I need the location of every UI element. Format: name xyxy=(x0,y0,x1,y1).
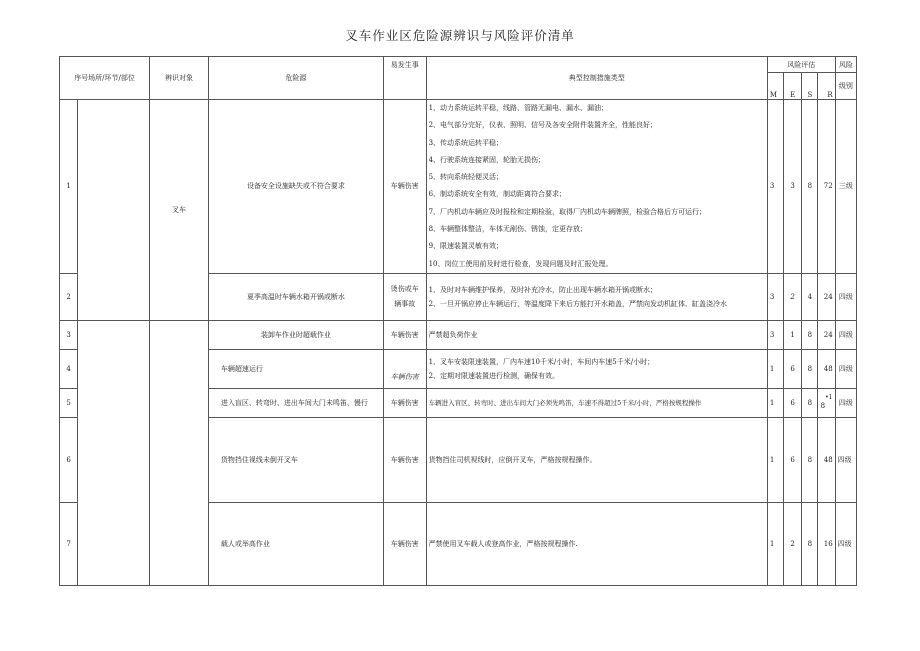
accident-line: 辆事故 xyxy=(394,299,416,308)
r-value: 16 xyxy=(818,502,835,585)
m-value: 3 xyxy=(767,100,783,274)
measure-line: 10、岗位工使用前及时进行检查，发现问题及时汇报处理。 xyxy=(428,259,613,268)
hazard-cell: 装卸车作业时超载作业 xyxy=(208,320,383,349)
accident-cell: 车辆伤害 xyxy=(384,417,427,502)
measures-cell xyxy=(426,349,767,388)
target-cell: 叉车 xyxy=(150,100,209,321)
hazard-cell: 车辆超速运行 xyxy=(208,349,383,388)
hazard-cell: 货物挡住视线未倒开叉车 xyxy=(208,417,383,502)
m-value: 1 xyxy=(767,349,783,388)
header-r: R xyxy=(818,73,835,100)
s-value: 4 xyxy=(802,273,818,320)
measures-cell xyxy=(426,273,767,320)
s-value: 8 xyxy=(802,100,818,274)
r-main: 8 xyxy=(820,401,826,410)
measure-line: 1、动力系统运转平稳，线路、管路无漏电、漏水、漏油； xyxy=(428,104,609,112)
s-value: 8 xyxy=(802,388,818,417)
page-title: 叉车作业区危险源辨识与风险评价清单 xyxy=(345,28,575,43)
e-value: 3 xyxy=(784,100,802,274)
accident-cell: 车辆伤害 xyxy=(384,100,427,274)
row-no: 2 xyxy=(60,273,78,320)
measure-line: 2、定期对限速装置进行检测，确保有效。 xyxy=(428,371,560,380)
header-target: 辨识对象 xyxy=(150,57,209,100)
accident-cell: 车辆伤害 xyxy=(384,349,427,388)
accident-line: 烫伤或车 xyxy=(390,284,419,293)
m-value: 3 xyxy=(767,273,783,320)
level-value: 四级 xyxy=(835,349,856,388)
header-risk-eval: 风险评估 xyxy=(767,57,835,73)
level-value: 四级 xyxy=(835,417,856,502)
header-s: S xyxy=(802,73,818,100)
level-value: 四级 xyxy=(835,388,856,417)
accident-cell: 车辆伤害 xyxy=(384,388,427,417)
r-value xyxy=(818,388,835,417)
r-value: 72 xyxy=(818,100,835,274)
e-value: 2 xyxy=(784,502,802,585)
hazard-cell: 载人或举高作业 xyxy=(208,502,383,585)
row-no: 7 xyxy=(60,502,78,585)
header-no-place: 序号场所/环节/部位 xyxy=(60,57,150,100)
m-value: 1 xyxy=(767,388,783,417)
header-level: 级别 xyxy=(835,73,856,100)
measures-cell: 严禁使用叉车载人或登高作业，严格按规程操作. xyxy=(426,502,767,585)
header-measures: 典型控制措施类型 xyxy=(426,57,767,100)
measures-cell: 严禁超负荷作业 xyxy=(426,320,767,349)
accident-cell: 车辆伤害 xyxy=(384,320,427,349)
accident-cell: 车辆伤害 xyxy=(384,502,427,585)
e-value: 6 xyxy=(784,349,802,388)
measures-cell xyxy=(426,100,767,274)
measure-line: 9、限速装置灵敏有效； xyxy=(428,242,504,251)
s-value: 8 xyxy=(802,320,818,349)
m-value: 3 xyxy=(767,320,783,349)
header-accident: 易发生事 xyxy=(384,57,427,100)
r-value: 24 xyxy=(818,273,835,320)
measure-line: 2、电气部分完好，仪表、照明、信号及各安全附件装置齐全，性能良好； xyxy=(428,121,658,130)
risk-table xyxy=(59,56,857,586)
level-value: 三级 xyxy=(835,100,856,274)
measure-line: 3、传动系统运转平稳； xyxy=(428,138,504,147)
place-cell xyxy=(78,100,150,321)
e-value: 6 xyxy=(784,388,802,417)
measure-line: 1、叉车安装限速装置，厂内车速10千米/小时，车间内车速5千米/小时； xyxy=(428,357,655,366)
measure-line: 1、及时对车辆维护保养，及时补充冷水，防止出现车辆水箱开锅或断水； xyxy=(428,285,658,294)
place-cell xyxy=(78,320,150,585)
row-no: 1 xyxy=(60,100,78,274)
measure-line: 8、车辆整体整洁，车体无剐伤、锈蚀，定更存放； xyxy=(428,225,588,234)
header-row-top xyxy=(60,57,857,73)
hazard-cell: 设备安全设施缺失或不符合要求 xyxy=(208,100,383,274)
hazard-cell: 夏季高温时车辆水箱开锅或断水 xyxy=(208,273,383,320)
measure-line: 5、转向系统轻便灵活； xyxy=(428,173,504,182)
r-value: 48 xyxy=(818,417,835,502)
header-e: E xyxy=(784,73,802,100)
row-no: 3 xyxy=(60,320,78,349)
level-value: 四级 xyxy=(835,320,856,349)
table-row xyxy=(60,100,857,274)
measures-cell: 货物挡住司机视线时，应倒开叉车，严格按规程操作。 xyxy=(426,417,767,502)
header-risk: 风险 xyxy=(835,57,856,73)
measure-line: 2、一旦开锅应停止车辆运行，等温度降下来后方能打开水箱盖，严禁向发动机缸体、缸盖浇冷水 xyxy=(428,299,728,308)
s-value: 8 xyxy=(802,417,818,502)
target-cell xyxy=(150,320,209,585)
e-value: 2 xyxy=(784,273,802,320)
accident-cell xyxy=(384,273,427,320)
header-hazard: 危险源 xyxy=(208,57,383,100)
row-no: 5 xyxy=(60,388,78,417)
measure-line: 6、制动系统安全有效，制动距离符合要求； xyxy=(428,190,567,199)
table-row xyxy=(60,320,857,349)
r-value: 24 xyxy=(818,320,835,349)
r-sup: •1 xyxy=(825,393,833,401)
level-value: 四级 xyxy=(835,273,856,320)
e-value: 1 xyxy=(784,320,802,349)
measure-line: 4、行驶系统连接紧固，轮胎无损伤； xyxy=(428,155,546,164)
hazard-cell: 进入盲区、转弯时、进出车间大门未鸣笛、慢行 xyxy=(208,388,383,417)
level-value: 四级 xyxy=(835,502,856,585)
measure-line: 7、厂内机动车辆应及时报检和定期检验，取得厂内机动车辆牌照，检验合格后方可运行； xyxy=(428,207,707,216)
e-value: 6 xyxy=(784,417,802,502)
r-value: 48 xyxy=(818,349,835,388)
s-value: 8 xyxy=(802,502,818,585)
s-value: 8 xyxy=(802,349,818,388)
row-no: 4 xyxy=(60,349,78,388)
row-no: 6 xyxy=(60,417,78,502)
header-m: M xyxy=(767,73,783,100)
m-value: 1 xyxy=(767,417,783,502)
m-value: 1 xyxy=(767,502,783,585)
measures-cell: 车辆进入盲区、转弯时、进出车间大门必须先鸣笛，车速不得超过5千米/小时，严格按规程操作 xyxy=(426,388,767,417)
